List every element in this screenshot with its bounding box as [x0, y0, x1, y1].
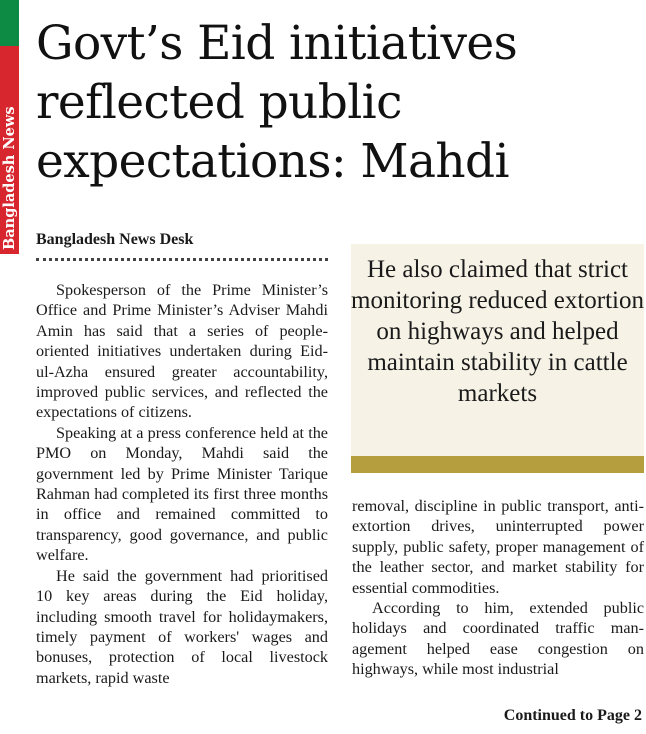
article-paragraph: removal, discipline in public transport, anti-extortion drives, uninterrupted power supply, public safety, proper management of the leather sector, and market stability for essential commodities.	[352, 497, 644, 597]
section-tab-accent	[0, 0, 19, 46]
pull-quote-text: He also claimed that strict monitoring reduced extortion on highways and helped maintain stability in cattle markets	[351, 256, 644, 407]
pull-quote-bar	[351, 456, 644, 473]
section-label: Bangladesh News	[1, 106, 18, 250]
pull-quote-box	[351, 244, 644, 456]
byline: Bangladesh News Desk	[36, 231, 194, 248]
article-paragraph: Spokesperson of the Prime Minister’s Office and Prime Minister’s Adviser Mahdi Amin has said that a series of people-oriented initiatives undertaken during Eid-ul-Azha ensured greater accountability, improved public services, and reflected the expectations of citizens.	[36, 281, 328, 422]
headline: Govt’s Eid initiatives reflected public expectations: Mahdi	[36, 16, 518, 189]
byline-divider	[36, 258, 328, 261]
article-paragraph: According to him, extended public holidays and coordinated traffic management helped ease congestion on highways, while most industrial	[352, 599, 644, 679]
article-paragraph: Speaking at a press conference held at the PMO on Monday, Mahdi said the government led by Prime Minister Tarique Rahman had completed its first three months in office and remained committed to transparency, good governance, and public welfare.	[36, 423, 328, 565]
article-paragraph: He said the government had prioritised 10 key areas during the Eid holiday, including smooth travel for holidaymakers, timely payment of workers' wages and bonuses, protection of local livestock markets, rapid waste	[36, 566, 328, 687]
continued-link[interactable]: Continued to Page 2	[503, 707, 642, 724]
article-column-2	[352, 496, 644, 680]
section-tab	[0, 0, 19, 254]
article-column-1	[36, 280, 328, 688]
